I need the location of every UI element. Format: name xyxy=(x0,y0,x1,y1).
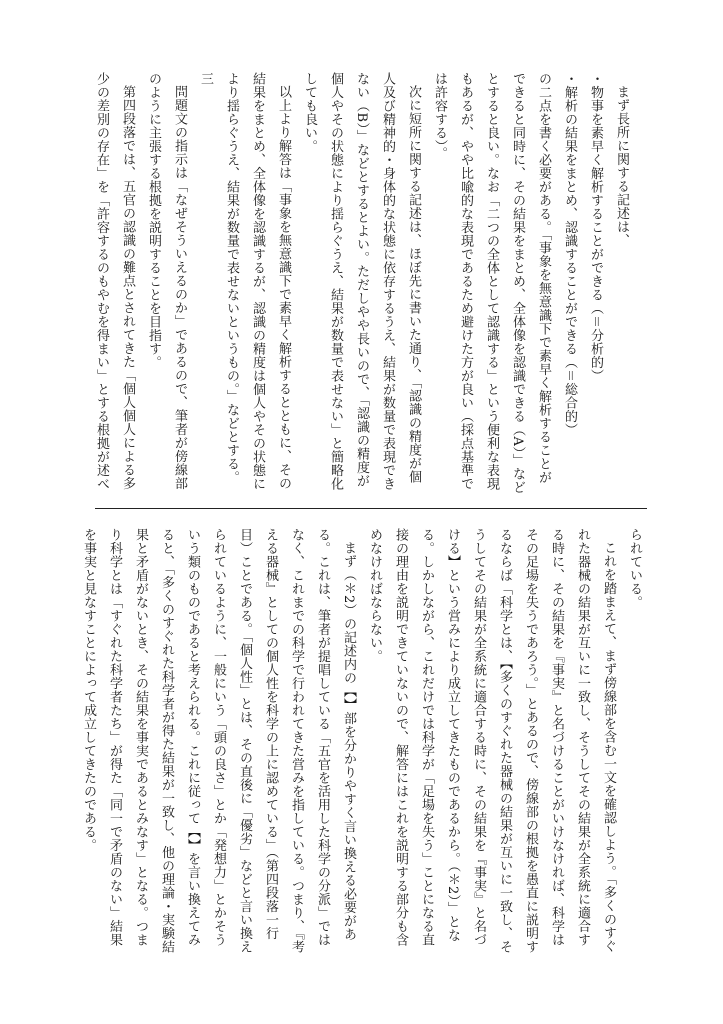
bullet-item: ・物事を素早く解析することができる（＝分析的） xyxy=(588,72,603,383)
paragraph: まず（＊2）の記述内の【】部を分かりやすく言い換える必要がある。これは、筆者が提唱している「五官を活用した科学の分派」ではなく、これまでの科学で行われてきた営みを指している。つまり、『考える器械』としての個人性を科学の上に認めている」（第四段落一行目）ことである。「個人性」とは、その直後に「優劣」などと言い換えられているように、一般にいう「頭の良さ」とか「発想力」とかそういう類のものであると考えられる。これに従って【】を言い換えてみると、「多くのすぐれた科学者が得た結果が一致し、他の理論・実験結果と矛盾がないとき、その結果を事実であるとみなす」となる。つまり科学とは「すぐれた科学者たち」が得た「同一で矛盾のない」結果を事実と見なすことによって成立してきたのである。 xyxy=(81,528,356,954)
upper-text-block xyxy=(94,72,634,494)
paragraph: 第四段落では、五官の認識の難点とされてきた「個人個人による多少の差別の存在」を「許容するのもやむを得まい」とする根拠が述べ xyxy=(94,72,135,491)
paragraph: の二点を書く必要がある。「事象を無意識下で素早く解析することができると同時に、その結果をまとめ、全体像を認識できる（A）」などとすると良い。なお「二つの全体として認識する」という便利な表現もあるが、やや比喩的な表現であるため避けた方が良い（採点基準では許容する）。 xyxy=(432,72,551,494)
paragraph: まず長所に関する記述は、 xyxy=(614,85,629,247)
paragraph: 問題文の指示は「なぜそういえるのか」であるので、筆者が傍線部のように主張する根拠を説明することを目指す。 xyxy=(146,72,187,490)
section-divider xyxy=(95,508,647,509)
lower-text-block xyxy=(81,528,647,958)
paragraph: 次に短所に関する記述は、ほぼ先に書いた通り、「認識の精度が個人及び精神的・身体的な状態に依存するうえ、結果が数量で表現できない（B）」などとするとよい。ただしやや長いので、「認識の精度が個人やその状態により揺らぐうえ、結果が数量で表せない」と簡略化しても良い。 xyxy=(302,72,421,491)
section-heading: 三 xyxy=(198,72,213,86)
bullet-item: ・解析の結果をまとめ、認識することができる（＝総合的） xyxy=(562,72,577,437)
paragraph: られている。 xyxy=(627,528,642,609)
paragraph: 以上より解答は「事象を無意識下で素早く解析するとともに、その結果をまとめ、全体像を認識するが、認識の精度は個人やその状態により揺らぐうえ、結果が数量で表せないというもの。」などとする。 xyxy=(224,72,291,491)
paragraph: これを踏まえて、まず傍線部を含む一文を確認しよう。「多くのすぐれた器械の結果が互いに一致し、そうしてその結果が全系統に適合する時に、その結果を『事実』と名づけることがいけなければ、科学はその足場を失うであろう。」とあるので、傍線部の根拠を愚直に説明するならば「科学とは、【多くのすぐれた器械の結果が互いに一致し、そうしてその結果が全系統に適合する時に、その結果を『事実』と名づける】という営みにより成立してきたものであるから。（＊2）」となる。しかしながら、これだけでは科学が「足場を失う」ことになる直接の理由を説明できていないので、解答にはこれを説明する部分も含めなければならない。 xyxy=(367,528,616,954)
